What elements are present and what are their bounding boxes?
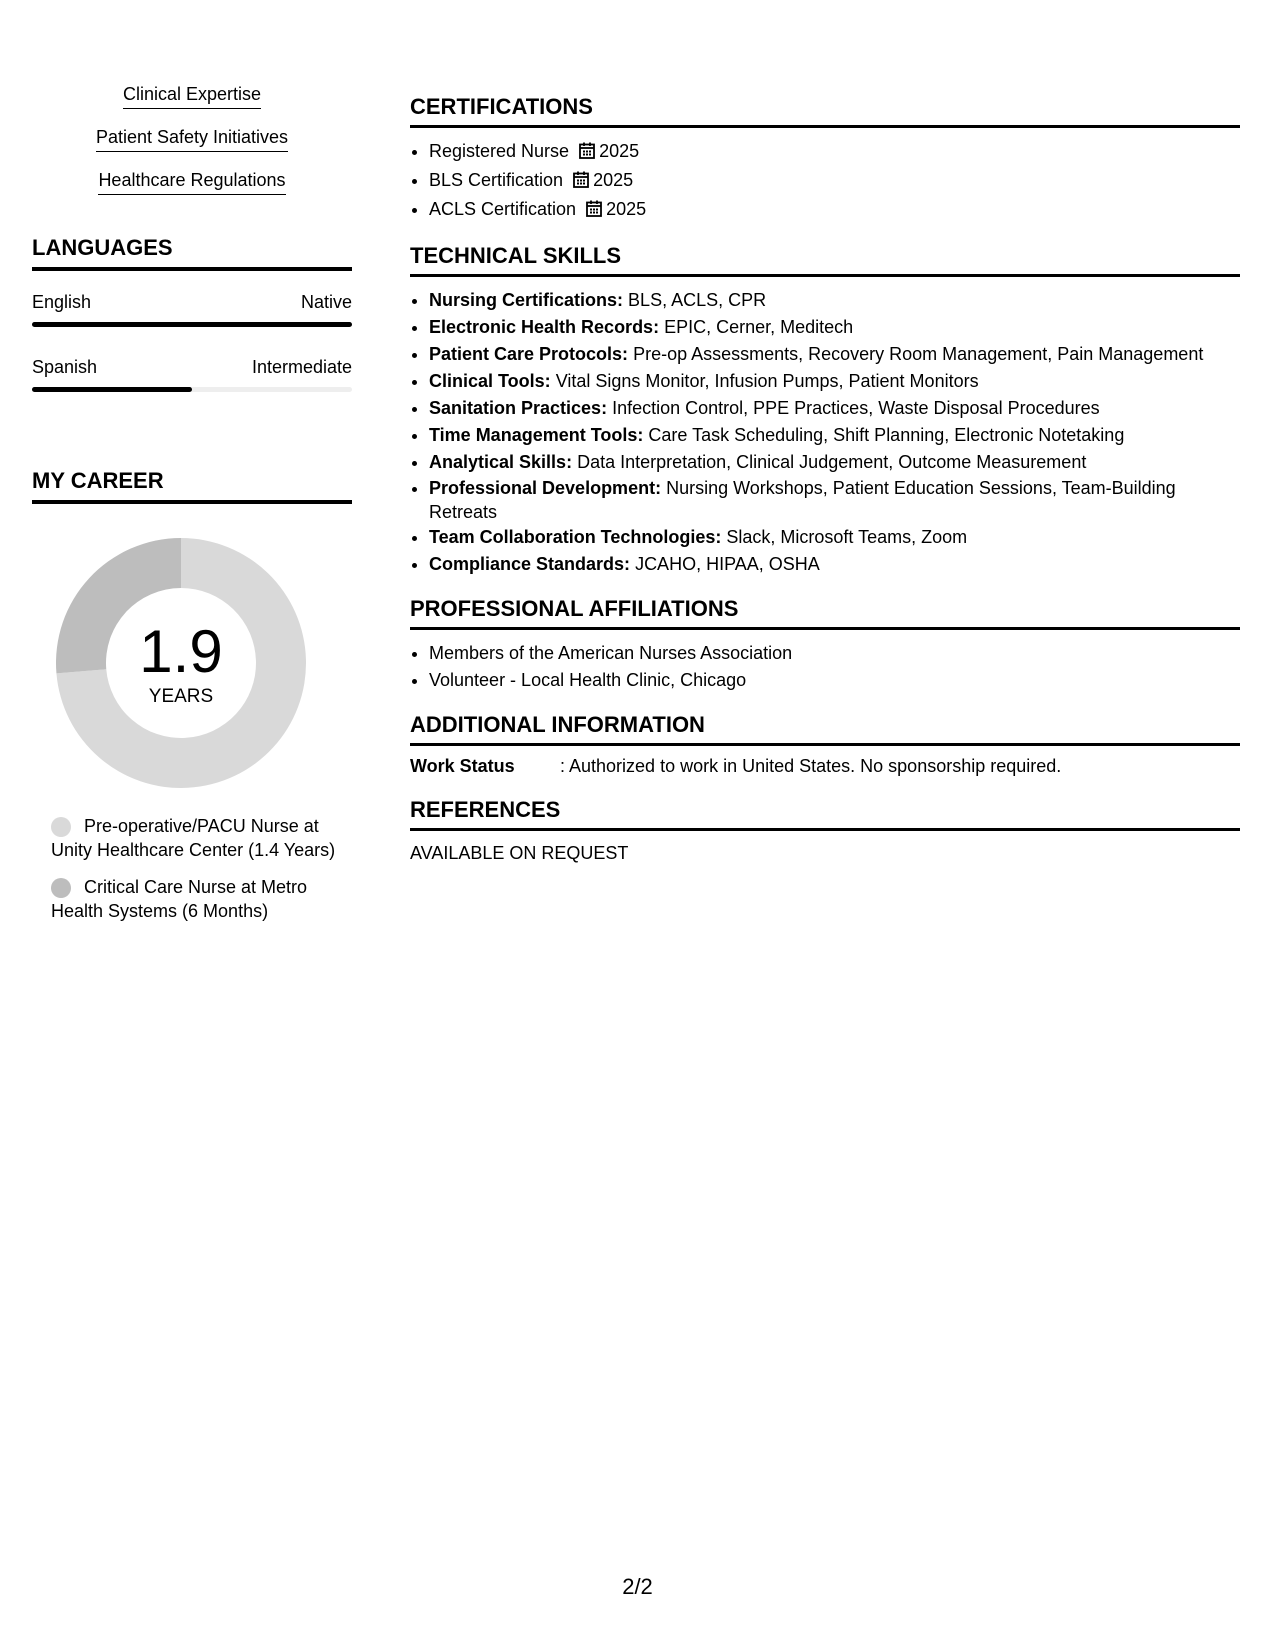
certification-item [429, 196, 1240, 225]
certification-name: ACLS Certification [429, 199, 577, 219]
technical-skill-item [429, 476, 1240, 524]
language-level: Native [300, 292, 352, 312]
career-legend-label: Pre-operative/PACU Nurse at Unity Healthcare Center (1.4 Years) [51, 816, 336, 860]
technical-skills-section [410, 243, 1240, 578]
skill-label: Compliance Standards: [429, 554, 631, 574]
certification-item [429, 167, 1240, 196]
languages-heading: LANGUAGES [32, 235, 352, 271]
certification-year: 2025 [593, 170, 634, 190]
work-status-value: : Authorized to work in United States. No sponsorship required. [560, 756, 1062, 776]
technical-skills-heading: TECHNICAL SKILLS [410, 243, 1240, 277]
skill-tag: Healthcare Regulations [98, 170, 285, 195]
language-item [32, 292, 352, 327]
technical-skill-item [429, 524, 1240, 551]
skill-value: JCAHO, HIPAA, OSHA [635, 554, 820, 574]
skill-label: Nursing Certifications: [429, 290, 624, 310]
career-legend-item [51, 814, 341, 862]
technical-skill-item [429, 341, 1240, 368]
skill-tag: Patient Safety Initiatives [96, 127, 288, 152]
career-legend-label: Critical Care Nurse at Metro Health Systems (6 Months) [51, 877, 308, 921]
career-total-value: 1.9 [139, 618, 223, 685]
language-proficiency-fill [32, 322, 352, 327]
work-status-label: Work Status [410, 756, 515, 776]
affiliations-list [410, 640, 1240, 694]
skill-value: Care Task Scheduling, Shift Planning, Electronic Notetaking [648, 425, 1125, 445]
additional-information-heading: ADDITIONAL INFORMATION [410, 712, 1240, 746]
technical-skill-item [429, 287, 1240, 314]
skill-label: Time Management Tools: [429, 425, 644, 445]
references-section [410, 797, 1240, 864]
language-name: Spanish [32, 357, 98, 377]
left-column [32, 84, 352, 936]
skill-value: Nursing Workshops, Patient Education Sessions, Team-Building Retreats [429, 478, 1176, 522]
certification-item [429, 138, 1240, 167]
affiliations-section [410, 596, 1240, 694]
technical-skill-item [429, 449, 1240, 476]
career-legend-item [51, 875, 341, 923]
career-donut-chart [56, 538, 306, 788]
skill-value: Pre-op Assessments, Recovery Room Management, Pain Management [633, 344, 1204, 364]
technical-skill-item [429, 368, 1240, 395]
language-name: English [32, 292, 92, 312]
right-column [410, 94, 1240, 864]
career-total-unit: YEARS [148, 686, 214, 707]
additional-information-section [410, 712, 1240, 777]
work-status-row [410, 756, 1240, 777]
language-proficiency-bar [32, 387, 352, 392]
skill-label: Clinical Tools: [429, 371, 551, 391]
skill-value: BLS, ACLS, CPR [628, 290, 767, 310]
skill-label: Analytical Skills: [429, 452, 573, 472]
technical-skill-item [429, 551, 1240, 578]
languages-section [32, 235, 352, 392]
language-proficiency-fill [32, 387, 192, 392]
technical-skills-list [410, 287, 1240, 578]
legend-dot-icon [51, 878, 71, 898]
calendar-icon [579, 140, 595, 167]
technical-skill-item [429, 314, 1240, 341]
skill-value: Vital Signs Monitor, Infusion Pumps, Patient Monitors [555, 371, 979, 391]
certifications-section [410, 94, 1240, 225]
skill-value: Slack, Microsoft Teams, Zoom [726, 527, 968, 547]
certification-name: BLS Certification [429, 170, 564, 190]
career-legend [51, 814, 341, 923]
certifications-list [410, 138, 1240, 225]
skill-label: Patient Care Protocols: [429, 344, 629, 364]
skill-value: EPIC, Cerner, Meditech [664, 317, 854, 337]
skill-label: Team Collaboration Technologies: [429, 527, 722, 547]
skill-value: Infection Control, PPE Practices, Waste Disposal Procedures [612, 398, 1100, 418]
calendar-icon [586, 198, 602, 225]
technical-skill-item [429, 422, 1240, 449]
skill-label: Professional Development: [429, 478, 662, 498]
references-text: AVAILABLE ON REQUEST [410, 843, 629, 863]
technical-skill-item [429, 395, 1240, 422]
language-level: Intermediate [251, 357, 352, 377]
language-item [32, 357, 352, 392]
affiliation-item: • Volunteer - Local Health Clinic, Chicago [429, 667, 1240, 694]
skill-tag: Clinical Expertise [123, 84, 261, 109]
career-heading: MY CAREER [32, 468, 352, 504]
skill-label: Electronic Health Records: [429, 317, 660, 337]
career-section [32, 468, 352, 923]
references-heading: REFERENCES [410, 797, 1240, 831]
certifications-heading: CERTIFICATIONS [410, 94, 1240, 128]
page-number: 2/2 [622, 1574, 653, 1599]
skill-value: Data Interpretation, Clinical Judgement, Outcome Measurement [577, 452, 1087, 472]
affiliations-heading: PROFESSIONAL AFFILIATIONS [410, 596, 1240, 630]
legend-dot-icon [51, 817, 71, 837]
certification-year: 2025 [599, 141, 640, 161]
certification-year: 2025 [606, 199, 647, 219]
affiliation-item: • Members of the American Nurses Association [429, 640, 1240, 667]
certification-name: Registered Nurse [429, 141, 570, 161]
skill-label: Sanitation Practices: [429, 398, 608, 418]
calendar-icon [573, 169, 589, 196]
language-proficiency-bar [32, 322, 352, 327]
